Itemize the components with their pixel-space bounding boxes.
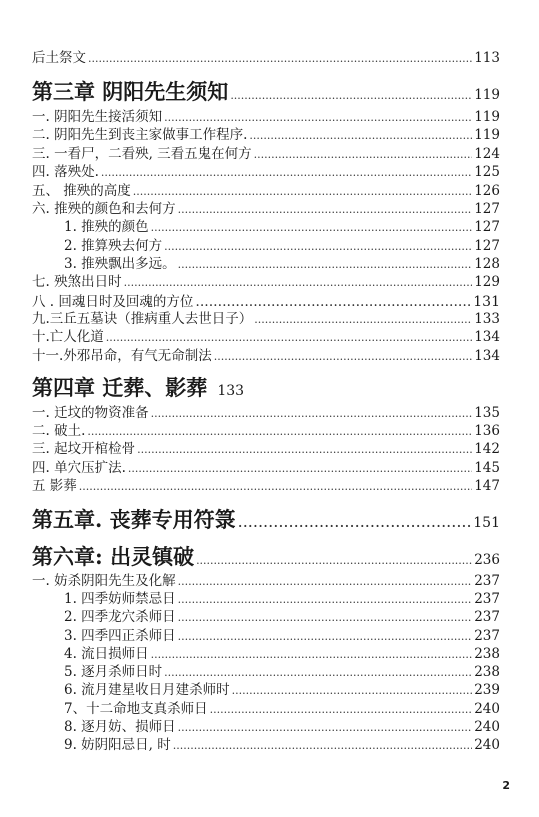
toc-leader-dots (106, 332, 472, 343)
toc-entry (32, 166, 500, 180)
toc-entry-title: 四. 单穴压扩法. (32, 460, 126, 476)
toc-page-number: 119 (474, 87, 500, 103)
toc-chapter-heading (32, 546, 500, 568)
page-number: 2 (502, 779, 510, 792)
toc-leader-dots (137, 444, 472, 455)
toc-entry-title: 6. 流月建星收日月建杀师时 (64, 682, 230, 698)
toc-leader-dots (151, 222, 473, 233)
toc-entry (32, 462, 500, 476)
toc-entry-title: 后土祭文 (32, 50, 86, 66)
toc-leader-dots (101, 167, 472, 178)
toc-leader-dots (178, 259, 473, 270)
toc-entry (64, 593, 500, 607)
toc-entry-title: 一. 妨杀阴阳先生及化解 (32, 573, 176, 589)
toc-entry (32, 443, 500, 457)
toc-leader-dots (124, 277, 473, 288)
toc-entry (64, 684, 500, 698)
toc-entry-title: 九.三丘五墓诀（推病重人去世日子） (32, 311, 253, 327)
toc-leader-dots (164, 667, 472, 678)
toc-entry-title: 第四章 迁葬、影葬 (32, 375, 208, 400)
toc-leader-dots (164, 241, 472, 252)
toc-entry-title: 第五章. 丧葬专用符箓 (32, 507, 236, 532)
toc-entry (64, 739, 500, 753)
toc-page-number: 237 (474, 609, 500, 625)
toc-page-number: 142 (474, 441, 500, 457)
toc-entry-title: 7、十二命地支真杀师日 (64, 701, 208, 717)
toc-entry-title: 9. 妨阴阳忌日, 时 (64, 737, 171, 753)
toc-page-number: 240 (474, 719, 500, 735)
toc-leader-dots (178, 204, 473, 215)
toc-entry-title: 2. 推算殃去何方 (64, 238, 163, 254)
toc-leader-dots (249, 130, 472, 141)
toc-leader-dots (87, 426, 472, 437)
toc-leader-dots (238, 514, 472, 530)
toc-entry (64, 630, 500, 644)
toc-page-number: 239 (474, 682, 500, 698)
toc-entry (32, 185, 500, 199)
toc-entry (64, 258, 500, 272)
toc-page-number: 135 (474, 405, 500, 421)
toc-chapter-heading (32, 377, 500, 398)
toc-leader-dots (173, 740, 472, 751)
toc-entry (32, 407, 500, 421)
toc-chapter-heading (32, 509, 500, 530)
toc-page-number: 119 (474, 109, 500, 125)
toc-entry-title: 第六章: 出灵镇破 (32, 544, 195, 569)
toc-leader-dots (164, 112, 472, 123)
toc-page-number: 133 (217, 383, 245, 399)
toc-page-number: 113 (474, 50, 500, 66)
toc-leader-dots (210, 704, 473, 715)
toc-page-number: 127 (474, 201, 500, 217)
toc-entry (64, 721, 500, 735)
toc-entry (32, 111, 500, 125)
toc-entry (32, 276, 500, 290)
toc-page-number: 128 (474, 256, 500, 272)
toc-leader-dots (88, 53, 472, 64)
toc-page-number: 125 (474, 164, 500, 180)
toc-page-number: 145 (474, 460, 500, 476)
toc-page-number: 237 (474, 591, 500, 607)
toc-page-number: 134 (474, 329, 500, 345)
toc-leader-dots (178, 631, 473, 642)
toc-entry-title: 五 影葬 (32, 478, 77, 494)
toc-chapter-heading (32, 81, 500, 103)
toc-entry-title: 六. 推殃的颜色和去何方 (32, 201, 176, 217)
toc-entry (32, 331, 500, 345)
toc-entry-title: 五、 推殃的高度 (32, 183, 131, 199)
toc-page-number: 131 (473, 294, 500, 310)
toc-entry-title: 四. 落殃处. (32, 164, 99, 180)
toc-entry (32, 52, 500, 66)
toc-entry-title: 三. 一看尸，二看殃, 三看五鬼在何方 (32, 146, 252, 162)
toc-entry-title: 一. 阴阳先生接活须知 (32, 109, 163, 125)
toc-page-number: 236 (474, 552, 500, 568)
toc-entry-title: 8. 逐月妨、损师日 (64, 719, 176, 735)
toc-leader-dots (254, 149, 473, 160)
toc-entry-title: 七. 殃煞出日时 (32, 274, 122, 290)
toc-entry (32, 575, 500, 589)
toc-entry-title: 二. 破土. (32, 423, 86, 439)
toc-leader-dots (178, 722, 473, 733)
toc-leader-dots (214, 351, 472, 362)
toc-page-number: 237 (474, 628, 500, 644)
toc-page-number: 127 (474, 219, 500, 235)
toc-entry (64, 221, 500, 235)
toc-entry (64, 611, 500, 625)
toc-entry (32, 313, 500, 327)
toc-leader-dots (151, 408, 473, 419)
toc-leader-dots (230, 90, 472, 101)
toc-page-number: 119 (474, 127, 500, 143)
toc-entry (32, 295, 500, 310)
toc-page-number: 129 (474, 274, 500, 290)
toc-page-number: 126 (474, 183, 500, 199)
toc-page-number: 133 (474, 311, 500, 327)
toc-leader-dots (178, 612, 473, 623)
toc-leader-dots (232, 685, 473, 696)
toc-leader-dots (254, 314, 472, 325)
toc-entry (64, 648, 500, 662)
toc-entry-title: 二. 阴阳先生到丧主家做事工作程序. (32, 127, 248, 143)
toc-leader-dots (196, 555, 472, 566)
toc-page-number: 136 (474, 423, 500, 439)
toc-leader-dots (195, 295, 471, 309)
toc-entry (32, 425, 500, 439)
toc-entry-title: 5. 逐月杀师日时 (64, 664, 163, 680)
toc-leader-dots (151, 649, 473, 660)
toc-entry (32, 480, 500, 494)
toc-entry-title: 1. 四季妨师禁忌日 (64, 591, 176, 607)
toc-leader-dots (79, 481, 472, 492)
toc-entry (32, 129, 500, 143)
toc-leader-dots (133, 186, 472, 197)
toc-page-number: 127 (474, 238, 500, 254)
toc-entry-title: 八 . 回魂日时及回魂的方位 (32, 294, 194, 310)
toc-entry-title: 4. 流日损师日 (64, 646, 149, 662)
toc-entry-title: 1. 推殃的颜色 (64, 219, 149, 235)
toc-entry (32, 350, 500, 364)
toc-entry-title: 第三章 阴阳先生须知 (32, 79, 229, 104)
toc-entry-title: 一. 迁坟的物资准备 (32, 405, 149, 421)
toc-page-number: 240 (474, 701, 500, 717)
toc-entry (64, 703, 500, 717)
toc-entry (32, 148, 500, 162)
toc-entry (64, 666, 500, 680)
toc-entry (32, 203, 500, 217)
toc-entry-title: 3. 推殃飘出多远。 (64, 256, 176, 272)
toc-page-number: 124 (474, 146, 500, 162)
toc-entry-title: 十.亡人化道 (32, 329, 104, 345)
toc-entry-title: 2. 四季龙穴杀师日 (64, 609, 176, 625)
toc-leader-dots (178, 576, 473, 587)
toc-page-number: 238 (474, 664, 500, 680)
toc-page-number: 147 (474, 478, 500, 494)
toc-entry-title: 三. 起坟开棺检骨 (32, 441, 136, 457)
toc-entry-title: 3. 四季四正杀师日 (64, 628, 176, 644)
toc-leader-dots (178, 594, 473, 605)
toc-page-number: 151 (473, 515, 500, 531)
toc-page-number: 134 (474, 348, 500, 364)
toc-entry-title: 十一.外邪吊命，有气无命制法 (32, 348, 212, 364)
toc-page-number: 240 (474, 737, 500, 753)
toc-page-number: 238 (474, 646, 500, 662)
toc-leader-dots (128, 463, 472, 474)
toc-page-number: 237 (474, 573, 500, 589)
toc-entry (64, 240, 500, 254)
